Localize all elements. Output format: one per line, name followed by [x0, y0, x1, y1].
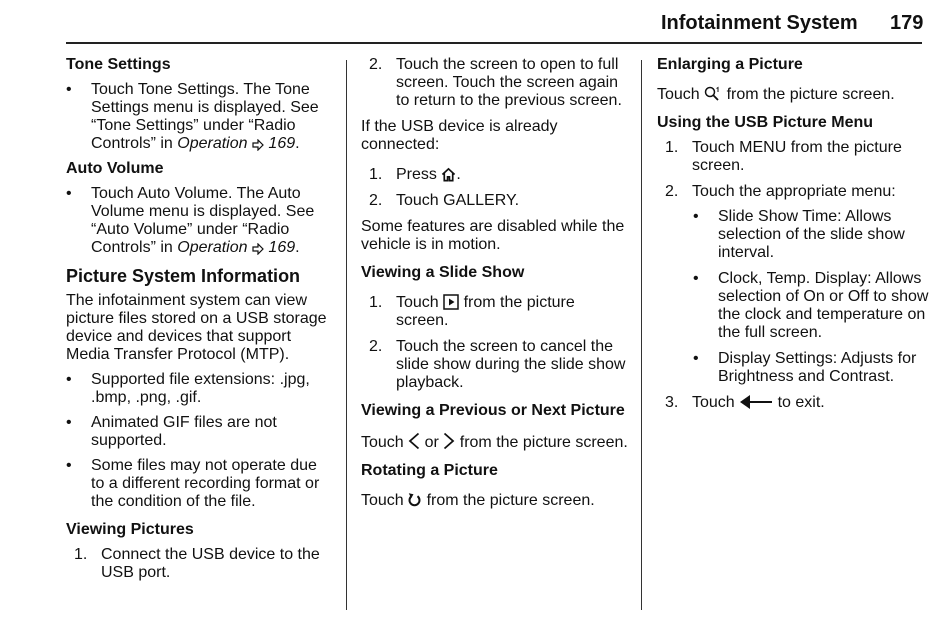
column-3	[657, 56, 932, 412]
display-settings-bullet: • Display Settings: Adjusts for Brightness and Contrast.	[657, 350, 932, 386]
viewing-step-2: 2. Touch the screen to open to full screen. Touch the screen again to return to the previous screen.	[369, 56, 622, 109]
slide-show-heading: Viewing a Slide Show	[361, 264, 525, 281]
tone-settings-bullet: • Touch Tone Settings. The Tone Settings menu is displayed. See “Tone Settings” under “Radio Controls” in Operation 169.	[66, 81, 334, 153]
rotating-heading: Rotating a Picture	[361, 462, 498, 479]
menu-step-2: 2. Touch the appropriate menu:	[665, 183, 896, 200]
recording-format-bullet: • Some files may not operate due to a different recording format or the condition of the file.	[66, 457, 334, 511]
menu-step-3: 3. Touch to exit.	[665, 394, 825, 411]
page-number: 179	[890, 12, 924, 34]
animated-gif-bullet: • Animated GIF files are not supported.	[66, 414, 334, 450]
picture-system-paragraph: The infotainment system can view picture files stored on a USB storage device and devices that support Media Transfer Protocol (MTP).	[66, 292, 327, 363]
operation-ref: Operation	[177, 135, 248, 152]
reference-arrow-icon	[252, 139, 264, 151]
slide-show-step-2: 2. Touch the screen to cancel the slide show during the slide show playback.	[369, 338, 626, 391]
picture-system-heading: Picture System Information	[66, 266, 301, 286]
operation-ref: Operation	[177, 239, 248, 256]
previous-icon	[408, 432, 420, 450]
reference-arrow-icon	[252, 243, 264, 255]
zoom-icon	[704, 86, 722, 102]
touch-gallery-step: 2. Touch GALLERY.	[369, 192, 520, 209]
usb-picture-menu-heading: Using the USB Picture Menu	[657, 114, 874, 131]
column-divider-1	[346, 60, 347, 610]
slide-show-time-bullet: • Slide Show Time: Allows selection of the slide show interval.	[657, 208, 932, 262]
header-title: Infotainment System	[661, 12, 858, 34]
column-divider-2	[641, 60, 642, 610]
home-icon	[441, 167, 456, 182]
column-1	[66, 56, 334, 582]
usb-connected-paragraph: If the USB device is already connected:	[361, 118, 558, 153]
back-icon	[739, 394, 773, 410]
rotating-paragraph: Touch from the picture screen.	[361, 492, 595, 509]
previous-next-paragraph: Touch or from the picture screen.	[361, 434, 628, 451]
disabled-features-paragraph: Some features are disabled while the vehicle is in motion.	[361, 218, 625, 253]
file-extensions-bullet: • Supported file extensions: .jpg, .bmp, .png, .gif.	[66, 371, 334, 407]
press-home-step: 1. Press .	[369, 166, 461, 183]
auto-volume-bullet: • Touch Auto Volume. The Auto Volume menu is displayed. See “Auto Volume” under “Radio Controls” in Operation 169.	[66, 185, 334, 257]
slide-show-step-1: 1. Touch from the picture screen.	[369, 294, 575, 329]
rotate-icon	[408, 492, 422, 508]
previous-next-heading: Viewing a Previous or Next Picture	[361, 402, 625, 419]
menu-step-1: 1. Touch MENU from the picture screen.	[665, 139, 902, 174]
clock-temp-bullet: • Clock, Temp. Display: Allows selection of On or Off to show the clock and temperature on the full screen.	[657, 270, 932, 342]
enlarging-heading: Enlarging a Picture	[657, 56, 803, 73]
auto-volume-heading: Auto Volume	[66, 160, 164, 177]
header-rule	[66, 42, 922, 44]
tone-settings-heading: Tone Settings	[66, 56, 171, 73]
column-2	[361, 56, 631, 510]
viewing-pictures-heading: Viewing Pictures	[66, 521, 194, 538]
enlarging-paragraph: Touch from the picture screen.	[657, 86, 895, 103]
page-ref: 169	[268, 135, 296, 152]
next-icon	[443, 432, 455, 450]
slideshow-icon	[443, 294, 459, 310]
viewing-step-1: 1. Connect the USB device to the USB port.	[74, 546, 320, 581]
page-ref: 169	[268, 239, 296, 256]
